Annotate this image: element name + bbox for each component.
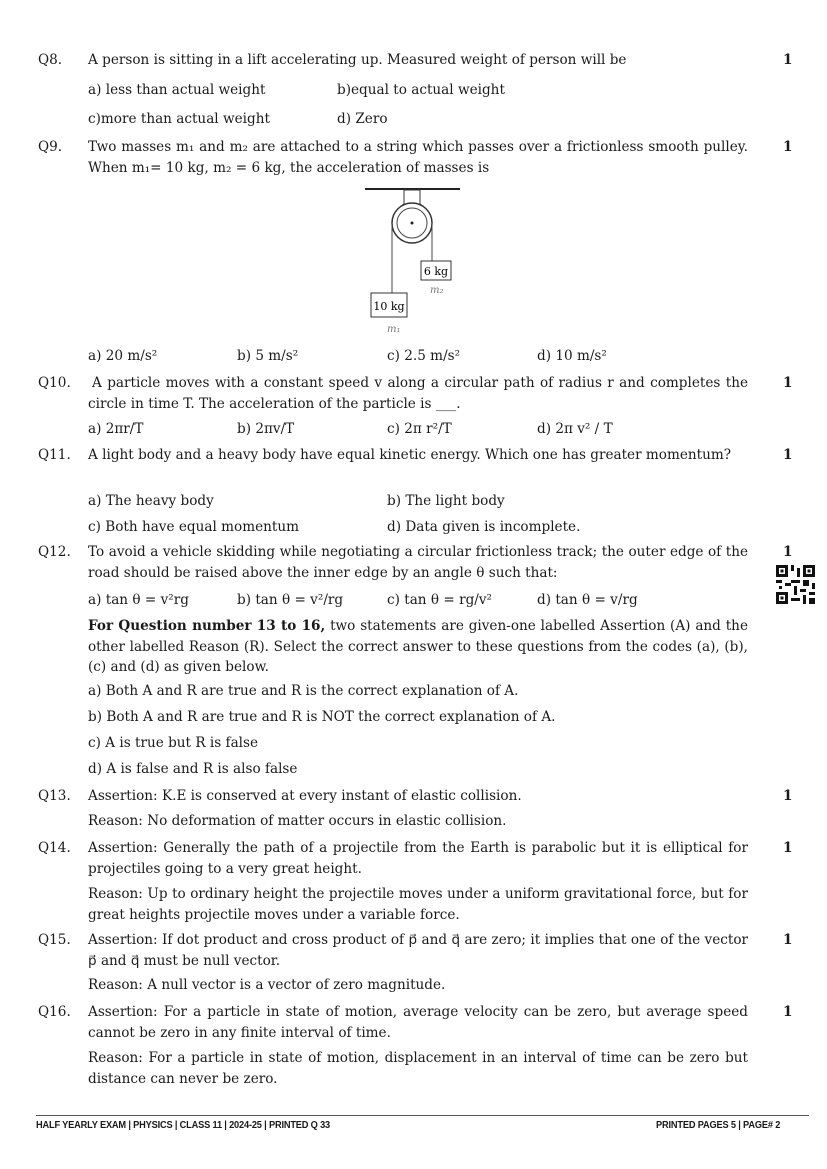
question-number: Q8. bbox=[38, 52, 63, 68]
footer-right: PRINTED PAGES 5 | PAGE# 2 bbox=[656, 1119, 781, 1131]
question-number: Q10. bbox=[38, 375, 71, 391]
reason: Reason: Up to ordinary height the projectile moves under a uniform gravitational force, but for great heights projectile moves under a variable force. bbox=[88, 886, 748, 923]
question-text: A particle moves with a constant speed v along a circular path of radius r and completes the circle in time T. The acceleration of the particle is ___. bbox=[88, 375, 748, 412]
question-number: Q11. bbox=[38, 447, 71, 463]
marks: 1 bbox=[783, 447, 793, 463]
code-option: b) Both A and R are true and R is NOT the correct explanation of A. bbox=[88, 709, 556, 725]
question-text: A person is sitting in a lift accelerating up. Measured weight of person will be bbox=[88, 52, 627, 68]
option: a) 2πr/T bbox=[88, 421, 144, 437]
mass2-label: 6 kg bbox=[423, 265, 449, 278]
assertion: Assertion: Generally the path of a projectile from the Earth is parabolic but it is elliptical for projectiles going to a very great height. bbox=[88, 840, 748, 877]
marks: 1 bbox=[783, 1004, 793, 1020]
qr-code bbox=[776, 565, 815, 604]
assertion: Assertion: If dot product and cross product of p⃗ and q⃗ are zero; it implies that one of the vector p⃗ and q⃗ must be null vector. bbox=[88, 932, 748, 969]
marks: 1 bbox=[783, 544, 793, 560]
instruction bbox=[88, 616, 748, 678]
marks: 1 bbox=[783, 788, 793, 804]
footer-divider bbox=[36, 1115, 809, 1116]
option: b) The light body bbox=[387, 493, 505, 509]
reason: Reason: A null vector is a vector of zero magnitude. bbox=[88, 977, 446, 993]
option: a) 20 m/s² bbox=[88, 348, 158, 364]
assertion: Assertion: For a particle in state of motion, average velocity can be zero, but average speed cannot be zero in any finite interval of time. bbox=[88, 1004, 748, 1041]
option: a) tan θ = v²rg bbox=[88, 592, 189, 608]
question-text: Two masses m₁ and m₂ are attached to a string which passes over a frictionless smooth pulley. When m₁= 10 kg, m₂ = 6 kg, the acceleration of masses is bbox=[88, 139, 748, 176]
mass1-label: 10 kg bbox=[373, 300, 405, 313]
option: c) Both have equal momentum bbox=[88, 519, 300, 535]
instruction-text: two statements are given-one labelled Assertion (A) and the other labelled Reason (R). Select the correct answer to these questions from the codes (a), (b), (c) and (d) as given below. bbox=[88, 618, 748, 675]
option: d) 2π v² / T bbox=[537, 421, 613, 437]
m2-label: m₂ bbox=[430, 285, 444, 296]
option: b) 5 m/s² bbox=[237, 348, 299, 364]
question-number: Q9. bbox=[38, 139, 63, 155]
question-number: Q16. bbox=[38, 1004, 71, 1020]
instruction-bold: For Question number 13 to 16, bbox=[88, 618, 326, 634]
marks: 1 bbox=[783, 139, 793, 155]
marks: 1 bbox=[783, 52, 793, 68]
marks: 1 bbox=[783, 932, 793, 948]
marks: 1 bbox=[783, 840, 793, 856]
option: a) The heavy body bbox=[88, 493, 214, 509]
option: d) tan θ = v/rg bbox=[537, 592, 638, 608]
m1-label: m₁ bbox=[387, 324, 401, 335]
option: a) less than actual weight bbox=[88, 82, 266, 98]
option: b) 2πv/T bbox=[237, 421, 295, 437]
option: d) Data given is incomplete. bbox=[387, 519, 581, 535]
option: d) Zero bbox=[337, 111, 388, 127]
question-number: Q15. bbox=[38, 932, 71, 948]
option: b) tan θ = v²/rg bbox=[237, 592, 344, 608]
code-option: d) A is false and R is also false bbox=[88, 761, 298, 777]
option: b)equal to actual weight bbox=[337, 82, 505, 98]
question-text: A light body and a heavy body have equal kinetic energy. Which one has greater momentum? bbox=[88, 447, 732, 463]
option: d) 10 m/s² bbox=[537, 348, 607, 364]
option: c)more than actual weight bbox=[88, 111, 270, 127]
question-number: Q14. bbox=[38, 840, 71, 856]
option: c) 2π r²/T bbox=[387, 421, 452, 437]
reason: Reason: For a particle in state of motion, displacement in an interval of time can be zero but distance can never be zero. bbox=[88, 1050, 748, 1087]
footer-left: HALF YEARLY EXAM | PHYSICS | CLASS 11 | 2024-25 | PRINTED Q 33 bbox=[36, 1119, 331, 1131]
question-number: Q12. bbox=[38, 544, 71, 560]
assertion: Assertion: K.E is conserved at every instant of elastic collision. bbox=[88, 788, 522, 804]
option: c) tan θ = rg/v² bbox=[387, 592, 493, 608]
code-option: c) A is true but R is false bbox=[88, 735, 259, 751]
option: c) 2.5 m/s² bbox=[387, 348, 461, 364]
marks: 1 bbox=[783, 375, 793, 391]
reason: Reason: No deformation of matter occurs in elastic collision. bbox=[88, 813, 507, 829]
code-option: a) Both A and R are true and R is the correct explanation of A. bbox=[88, 683, 519, 699]
question-text: To avoid a vehicle skidding while negotiating a circular frictionless track; the outer edge of the road should be raised above the inner edge by an angle θ such that: bbox=[88, 544, 748, 581]
question-number: Q13. bbox=[38, 788, 71, 804]
pulley-diagram bbox=[360, 185, 465, 335]
